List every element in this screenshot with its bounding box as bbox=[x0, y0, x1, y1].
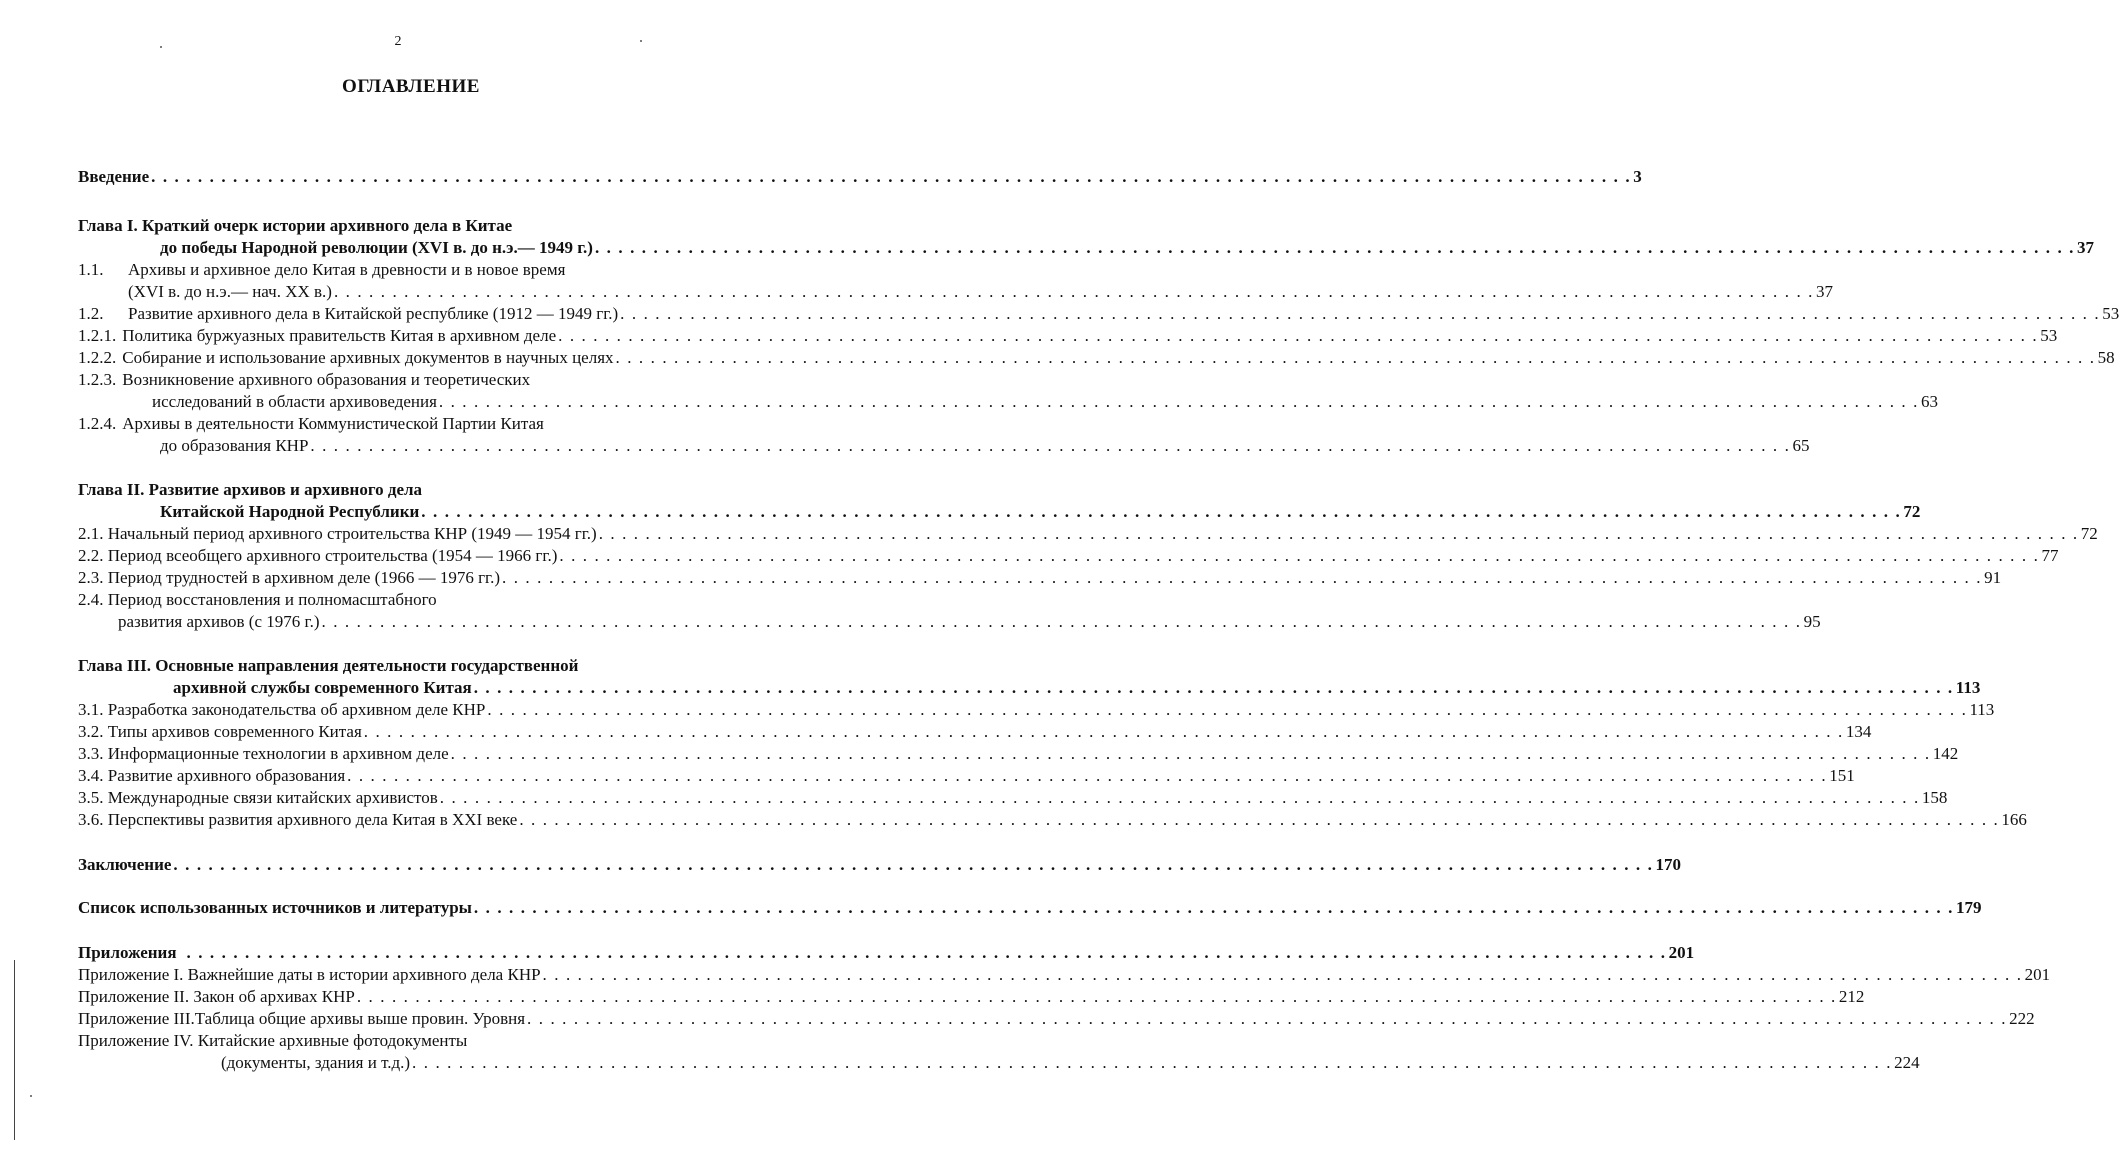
toc-entry-cont[interactable]: (документы, здания и т.д.) . . . 224 bbox=[78, 1052, 750, 1074]
toc-entry[interactable]: 1.2.2. Собирание и использование архивных документов в научных целях . . . 58 bbox=[78, 347, 750, 369]
scan-speck bbox=[160, 46, 162, 48]
toc-chapter-title-cont[interactable]: архивной службы современного Китая . . . 113 bbox=[78, 677, 750, 699]
toc-entry[interactable]: 3.6. Перспективы развития архивного дела Китая в XXI веке . . . 166 bbox=[78, 809, 750, 831]
toc-entry-introduction[interactable] bbox=[78, 166, 1642, 188]
toc-entry[interactable]: 2.3. Период трудностей в архивном деле (1966 — 1976 гг.) . . . 91 bbox=[78, 567, 750, 589]
toc-entry[interactable]: 2.4. Период восстановления и полномасштабного bbox=[78, 590, 437, 609]
scan-speck bbox=[30, 1095, 32, 1097]
toc-chapter-title-cont[interactable]: до победы Народной революции (XVI в. до н.э.— 1949 г.) . . . 37 bbox=[78, 237, 750, 259]
page-number: 2 bbox=[394, 34, 402, 49]
toc-entry-conclusion[interactable]: Заключение . . . 170 bbox=[78, 854, 750, 876]
toc-chapter-title[interactable]: Глава I. Краткий очерк истории архивного дела в Китае bbox=[78, 216, 513, 235]
toc-entry[interactable]: 3.4. Развитие архивного образования . . . 151 bbox=[78, 765, 750, 787]
toc-entry[interactable]: 2.1. Начальный период архивного строительства КНР (1949 — 1954 гг.) . . . 72 bbox=[78, 523, 750, 545]
toc-entry[interactable]: 3.2. Типы архивов современного Китая . . . 134 bbox=[78, 721, 750, 743]
toc-entry[interactable]: Приложение IV. Китайские архивные фотодокументы bbox=[78, 1031, 468, 1050]
toc-entry[interactable]: 3.5. Международные связи китайских архивистов . . . 158 bbox=[78, 787, 750, 809]
toc-entry-page: 3 bbox=[1633, 167, 1642, 186]
page-title: ОГЛАВЛЕНИЕ bbox=[342, 76, 480, 97]
toc-entry[interactable]: 3.1. Разработка законодательства об архивном деле КНР . . . 113 bbox=[78, 699, 750, 721]
toc-entry-cont[interactable]: до образования КНР . . . 65 bbox=[78, 435, 750, 457]
toc-appendices bbox=[78, 942, 2051, 1074]
toc-chapter-title[interactable]: Глава II. Развитие архивов и архивного дела bbox=[78, 480, 423, 499]
toc-entry[interactable]: 1.2.4. Архивы в деятельности Коммунистической Партии Китая bbox=[78, 414, 544, 433]
toc-entry-cont[interactable]: исследований в области архивоведения . . . 63 bbox=[78, 391, 750, 413]
toc-chapter-3 bbox=[78, 655, 2027, 831]
toc-entry-cont[interactable]: развития архивов (с 1976 г.) . . . 95 bbox=[78, 611, 750, 633]
scan-margin-line bbox=[14, 960, 15, 1140]
toc-entry[interactable]: 1.2. Развитие архивного дела в Китайской республике (1912 — 1949 гг.) . . . 53 bbox=[78, 303, 750, 325]
toc-entry-title: Введение bbox=[78, 167, 150, 186]
toc-entry-sources[interactable]: Список использованных источников и литературы . . . 179 bbox=[78, 897, 750, 919]
toc-entry[interactable]: 1.2.3. Возникновение архивного образования и теоретических bbox=[78, 370, 531, 389]
toc-entry-cont[interactable]: (XVI в. до н.э.— нач. XX в.) . . . 37 bbox=[78, 281, 750, 303]
toc-entry[interactable]: 2.2. Период всеобщего архивного строительства (1954 — 1966 гг.) . . . 77 bbox=[78, 545, 750, 567]
toc-entry[interactable]: Приложение III.Таблица общие архивы выше провин. Уровня . . . 222 bbox=[78, 1008, 750, 1030]
toc-chapter-title-cont[interactable]: Китайской Народной Республики . . . 72 bbox=[78, 501, 750, 523]
table-of-contents bbox=[78, 166, 2119, 1074]
toc-chapter-1 bbox=[78, 215, 2119, 457]
toc-entry[interactable]: 1.1. Архивы и архивное дело Китая в древности и в новое время bbox=[78, 260, 566, 279]
toc-chapter-2 bbox=[78, 479, 2098, 633]
toc-entry-appendices[interactable]: Приложения . . . 201 bbox=[78, 942, 750, 964]
toc-entry[interactable]: 1.2.1. Политика буржуазных правительств Китая в архивном деле . . . 53 bbox=[78, 325, 750, 347]
scan-speck bbox=[640, 40, 642, 42]
toc-entry[interactable]: 3.3. Информационные технологии в архивном деле . . . 142 bbox=[78, 743, 750, 765]
toc-entry[interactable]: Приложение II. Закон об архивах КНР . . . 212 bbox=[78, 986, 750, 1008]
toc-entry[interactable]: Приложение I. Важнейшие даты в истории архивного дела КНР . . . 201 bbox=[78, 964, 750, 986]
toc-entry-page: 37 bbox=[2077, 238, 2095, 257]
toc-chapter-title[interactable]: Глава III. Основные направления деятельности государственной bbox=[78, 656, 579, 675]
